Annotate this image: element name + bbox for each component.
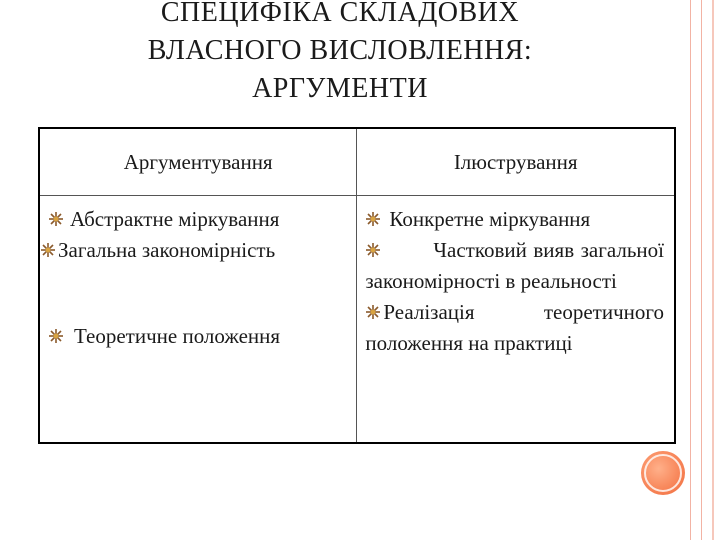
list-item xyxy=(365,204,668,235)
title-line-1: СПЕЦИФІКА СКЛАДОВИХ xyxy=(160,0,520,28)
decorative-border-outer xyxy=(712,0,714,540)
list-item-text: Частковий вияв загальної закономірності в реальності xyxy=(365,238,664,293)
asterisk-bullet-icon xyxy=(365,304,381,320)
list-item xyxy=(365,235,668,297)
asterisk-bullet-icon xyxy=(48,328,64,344)
decorative-border xyxy=(690,0,702,540)
table-header-row xyxy=(39,128,675,196)
right-cell xyxy=(357,196,675,444)
title-line-2: ВЛАСНОГО ВИСЛОВЛЕННЯ: xyxy=(147,35,533,66)
orange-circle-ring xyxy=(644,454,682,492)
asterisk-bullet-icon xyxy=(40,242,56,258)
list-item xyxy=(48,321,350,352)
asterisk-bullet-icon xyxy=(48,211,64,227)
header-illustration: Ілюстрування xyxy=(357,128,675,196)
list-item-text: Реалізація теоретичного положення на практиці xyxy=(365,300,664,355)
asterisk-bullet-icon xyxy=(365,242,381,258)
left-cell xyxy=(39,196,357,444)
page-title xyxy=(40,0,640,108)
list-item xyxy=(40,235,350,266)
asterisk-bullet-icon xyxy=(365,211,381,227)
list-item-text: Конкретне міркування xyxy=(389,207,591,231)
header-argumentation: Аргументування xyxy=(39,128,357,196)
list-item xyxy=(365,297,668,359)
list-item-text: Загальна закономірність xyxy=(58,238,276,262)
arguments-table xyxy=(38,127,676,444)
table-row xyxy=(39,196,675,444)
title-line-3: АРГУМЕНТИ xyxy=(252,73,428,104)
list-item-text: Теоретичне положення xyxy=(74,324,281,348)
list-item xyxy=(48,204,350,235)
list-item-text: Абстрактне міркування xyxy=(70,207,280,231)
